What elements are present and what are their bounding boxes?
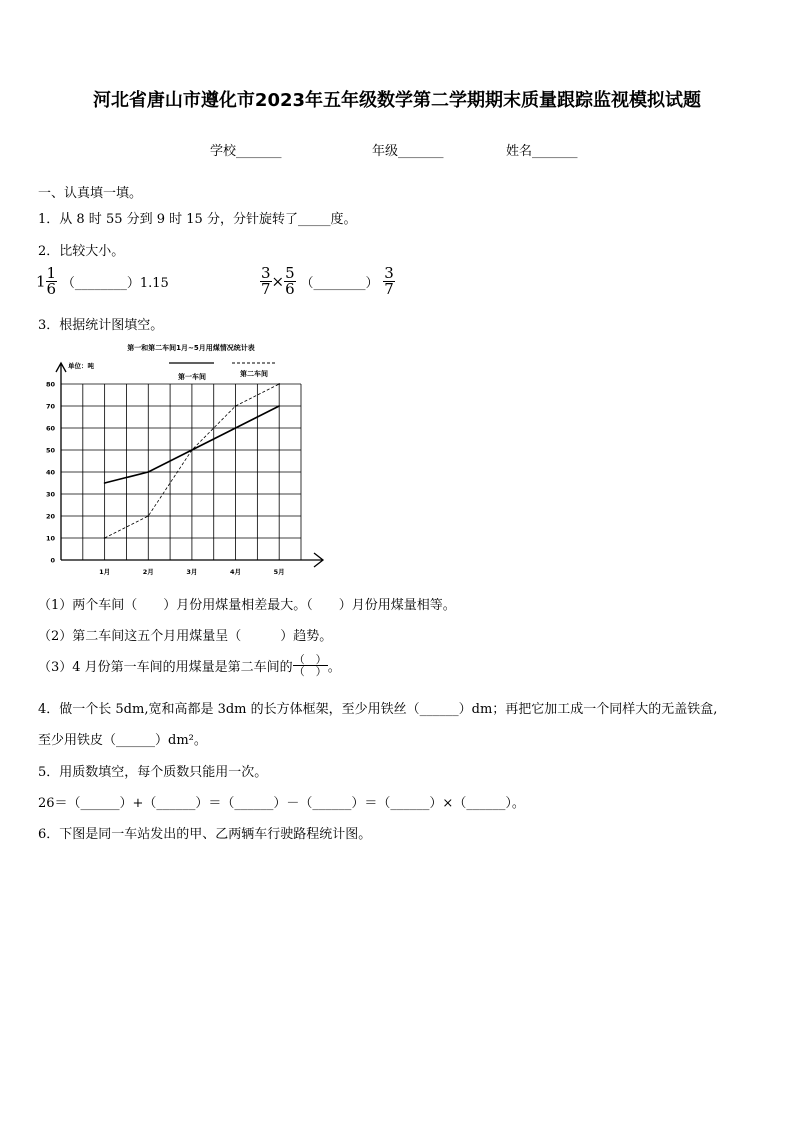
coal-usage-line-chart xyxy=(36,334,336,584)
question-3: 3．根据统计图填空。 xyxy=(38,318,164,333)
data-point-series-2 xyxy=(278,383,280,385)
question-6: 6．下图是同一车站发出的甲、乙两辆车行驶路程统计图。 xyxy=(38,827,372,842)
question-5: 5．用质数填空，每个质数只能用一次。 xyxy=(38,765,268,780)
y-tick-label: 70 xyxy=(45,402,55,411)
compare-expression-b xyxy=(260,266,395,297)
chart-axes xyxy=(56,363,323,567)
page-title: 河北省唐山市遵化市2023年五年级数学第二学期期末质量跟踪监视模拟试题 xyxy=(92,90,702,111)
question-3-part-1: （1）两个车间（ ）月份用煤量相差最大。（ ）月份用煤量相等。 xyxy=(38,598,456,613)
question-1: 1．从 8 时 55 分到 9 时 15 分，分针旋转了_____度。 xyxy=(38,212,357,227)
question-3-part-3 xyxy=(38,654,341,677)
section-heading: 一、认真填一填。 xyxy=(38,186,143,201)
y-tick-label: 30 xyxy=(45,490,55,499)
unit-label: 单位：吨 xyxy=(68,362,94,370)
question-5-equation: 26＝（______）+（______）＝（______）－（______）＝（______）×（______）。 xyxy=(38,796,525,811)
data-point-series-2 xyxy=(147,515,149,517)
compare-blank-b: （________） xyxy=(300,276,379,291)
fraction: $\frac{5}{6}$ xyxy=(285,264,295,298)
y-tick-label: 10 xyxy=(45,534,55,543)
data-point-series-2 xyxy=(191,449,193,451)
grade-field-label: 年级_______ xyxy=(372,144,444,159)
data-point-series-1 xyxy=(278,405,280,407)
answer-fraction: $\frac{( )}{( )}$ xyxy=(293,653,327,678)
y-tick-label: 60 xyxy=(45,424,55,433)
x-tick-label: 5月 xyxy=(273,568,285,576)
x-tick-label: 4月 xyxy=(230,568,242,576)
name-field-label: 姓名_______ xyxy=(506,144,578,159)
times-sign: × xyxy=(271,272,285,291)
question-4-line-2: 至少用铁皮（______）dm²。 xyxy=(38,733,207,748)
x-axis-ticks xyxy=(99,568,285,576)
fraction: $\frac{3}{7}$ xyxy=(384,264,394,298)
question-2: 2．比较大小。 xyxy=(38,244,125,259)
y-tick-label: 0 xyxy=(50,556,55,565)
x-tick-label: 3月 xyxy=(186,568,198,576)
data-point-series-2 xyxy=(104,537,106,539)
y-tick-label: 50 xyxy=(45,446,55,455)
data-point-series-2 xyxy=(235,405,237,407)
chart-legend xyxy=(169,363,276,381)
data-point-series-1 xyxy=(147,471,149,473)
question-3-part-3-text: （3）4 月份第一车间的用煤量是第二车间的 xyxy=(38,660,293,675)
data-point-series-1 xyxy=(104,482,106,484)
question-3-part-2: （2）第二车间这五个月用煤量呈（ ）趋势。 xyxy=(38,629,333,644)
data-point-series-1 xyxy=(235,427,237,429)
chart-title: 第一和第二车间1月~5月用煤情况统计表 xyxy=(127,344,255,352)
legend-label-series-1: 第一车间 xyxy=(178,373,206,381)
compare-expression-a xyxy=(36,266,169,297)
y-axis-ticks xyxy=(46,381,56,565)
mixed-number-whole: 1 xyxy=(36,272,46,291)
y-tick-label: 20 xyxy=(45,512,55,521)
legend-label-series-2: 第二车间 xyxy=(240,370,268,378)
question-4-line-1: 4．做一个长 5dm,宽和高都是 3dm 的长方体框架，至少用铁丝（______）dm；再把它加工成一个同样大的无盖铁盒, xyxy=(38,702,718,717)
school-field-label: 学校_______ xyxy=(210,144,282,159)
chart-grid xyxy=(61,384,301,560)
x-tick-label: 1月 xyxy=(99,568,111,576)
y-tick-label: 40 xyxy=(45,468,55,477)
x-tick-label: 2月 xyxy=(142,568,154,576)
period: 。 xyxy=(327,660,341,675)
fraction: $\frac{3}{7}$ xyxy=(261,264,271,298)
y-tick-label: 80 xyxy=(45,380,55,389)
fraction: $\frac{1}{6}$ xyxy=(46,264,57,298)
compare-blank-a: （________）1.15 xyxy=(61,276,169,291)
